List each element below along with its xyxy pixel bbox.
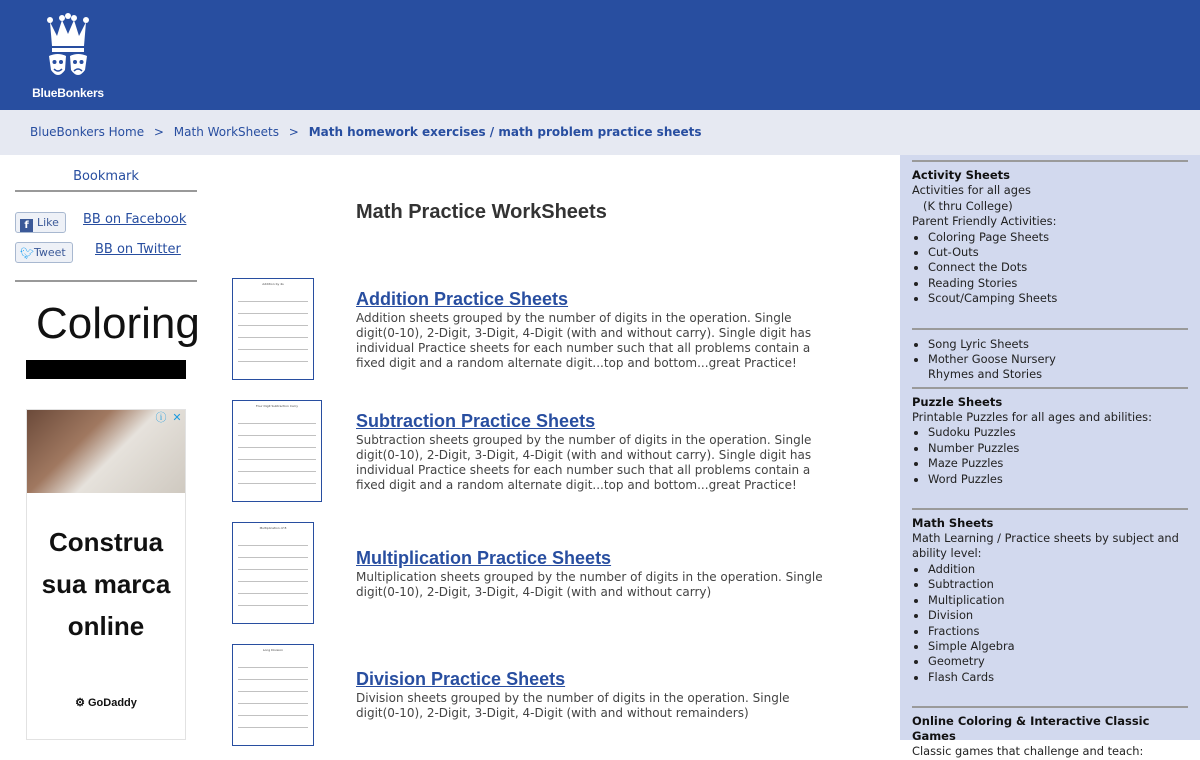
breadcrumb-current: Math homework exercises / math problem practice sheets [308,125,702,139]
ad-photo [27,410,185,493]
math-title[interactable]: Math Sheets [912,515,994,530]
sidebar-link[interactable]: • Connect the Dots [928,260,1188,275]
left-column [15,155,197,282]
thumbnail-grid [238,413,316,495]
breadcrumb-separator: > [153,125,164,139]
ad-close-icon[interactable]: ✕ [172,411,182,424]
thumbnail-title: Long Division [262,648,284,652]
activity-line: (K thru College) [923,198,1013,213]
logo-text: BlueBonkers [32,86,104,100]
twitter-link[interactable]: BB on Twitter [95,242,181,257]
right-sidebar [900,155,1200,759]
sidebar-link[interactable]: • Song Lyric Sheets [928,337,1188,352]
site-logo[interactable] [30,14,106,100]
addition-description: Addition sheets grouped by the number of digits in the operation. Single digit(0-10), 2-Digit, 3-Digit, 4-Digit (with and without carry). Single digit has individual Practice sheets for each number such that all problems contain a fixed digit and a random alternate digit...top and bottom...great Practice! [356,311,812,370]
sidebar-link[interactable]: • Sudoku Puzzles [928,425,1188,440]
ad-brand-label: GoDaddy [88,697,137,709]
puzzle-section [912,387,1188,487]
puzzle-title[interactable]: Puzzle Sheets [912,394,1003,409]
math-line: Math Learning / Practice sheets by subject and ability level: [912,530,1179,561]
games-line: Classic games that challenge and teach: [912,744,1144,759]
breadcrumb-home[interactable]: BlueBonkers Home [30,125,145,139]
multiplication-thumbnail[interactable] [232,522,314,624]
ad-headline-line: sua marca [41,569,171,599]
ad-headline-line: Construa [48,527,164,557]
sidebar-link[interactable]: • Coloring Page Sheets [928,230,1188,245]
ad-headline-line: online [67,611,145,641]
social-links [15,192,197,282]
tweet-label: Tweet [34,246,66,259]
twitter-icon: 🐦︎ [20,247,34,260]
ad-headline [27,521,185,647]
sidebar-link[interactable]: • Addition [928,562,1188,577]
sidebar-link[interactable]: • Maze Puzzles [928,456,1188,471]
sidebar-link[interactable]: • Mother Goose Nursery [928,352,1188,367]
sidebar-link[interactable]: • Subtraction [928,577,1188,592]
subtraction-description: Subtraction sheets grouped by the number of digits in the operation. Single digit(0-10), 2-Digit, 3-Digit, 4-Digit (with and without carry). Single digit has individual Practice sheets for each number such that all problems contain a fixed digit and a random alternate digit...top and bottom...great Practice! [356,433,812,492]
multiplication-link[interactable]: Multiplication Practice Sheets [356,548,612,568]
facebook-icon: f [20,219,33,232]
division-description: Division sheets grouped by the number of digits in the operation. Single digit(0-10), 2-Digit, 3-Digit, 4-Digit (with and without remainders) [356,691,790,720]
coloring-ad-bar [26,360,186,379]
thumbnail-title: Addition by 4s [262,282,284,286]
coloring-ad[interactable] [26,295,200,379]
crown-masks-icon [46,14,90,84]
coloring-ad-text: Coloring [36,299,200,348]
breadcrumb-worksheets[interactable]: Math WorkSheets [173,125,279,139]
thumbnail-grid [238,291,308,373]
activity-line: Activities for all ages [912,183,1031,197]
tweet-button[interactable] [15,242,73,263]
facebook-like-button[interactable] [15,212,66,233]
games-section [912,706,1188,760]
sidebar-link[interactable]: • Simple Algebra [928,639,1188,654]
thumbnail-title: Four Digit Subtraction Carry [256,404,298,408]
sidebar-link[interactable]: • Cut-Outs [928,245,1188,260]
sidebar-link[interactable]: • Multiplication [928,593,1188,608]
activity-line: Parent Friendly Activities: [912,214,1057,228]
songs-line: Rhymes and Stories [928,367,1043,382]
puzzle-line: Printable Puzzles for all ages and abilities: [912,409,1152,424]
sidebar-link[interactable]: • Scout/Camping Sheets [928,291,1188,306]
activity-section [912,160,1188,307]
games-title[interactable]: Online Coloring & Interactive Classic Games [912,714,1150,744]
thumbnail-grid [238,657,308,739]
ad-brand [27,696,185,709]
addition-link[interactable]: Addition Practice Sheets [356,289,569,309]
sidebar-link[interactable]: • Division [928,608,1188,623]
sidebar-link[interactable]: • Fractions [928,624,1188,639]
facebook-link[interactable]: BB on Facebook [83,212,187,227]
sidebar-link[interactable]: • Geometry [928,654,1188,669]
thumbnail-grid [238,535,308,617]
division-link[interactable]: Division Practice Sheets [356,669,566,689]
addition-thumbnail[interactable] [232,278,314,380]
subtraction-thumbnail[interactable] [232,400,322,502]
songs-section [912,328,1188,383]
site-header [0,0,1200,110]
facebook-like-label: Like [37,216,59,229]
ad-info-icon[interactable]: ⓘ [155,411,167,424]
multiplication-description: Multiplication sheets grouped by the number of digits in the operation. Single digit(0-10), 2-Digit, 3-Digit, 4-Digit (with and without carry) [356,570,823,599]
sidebar-link[interactable]: • Number Puzzles [928,441,1188,456]
subtraction-link[interactable]: Subtraction Practice Sheets [356,411,596,431]
page-title: Math Practice WorkSheets [356,201,607,223]
math-section [912,508,1188,685]
division-thumbnail[interactable] [232,644,314,746]
activity-title[interactable]: Activity Sheets [912,168,1011,182]
godaddy-ad[interactable] [26,409,186,740]
godaddy-icon: ⚙︎ [75,697,88,709]
bookmark-link[interactable]: Bookmark [15,155,197,192]
breadcrumb-separator: > [288,125,299,139]
sidebar-link[interactable]: • Reading Stories [928,276,1188,291]
sidebar-link[interactable]: • Flash Cards [928,670,1188,685]
sidebar-link[interactable]: • Word Puzzles [928,472,1188,487]
breadcrumb [0,110,1200,155]
thumbnail-title: Multiplication of 8 [259,526,287,530]
